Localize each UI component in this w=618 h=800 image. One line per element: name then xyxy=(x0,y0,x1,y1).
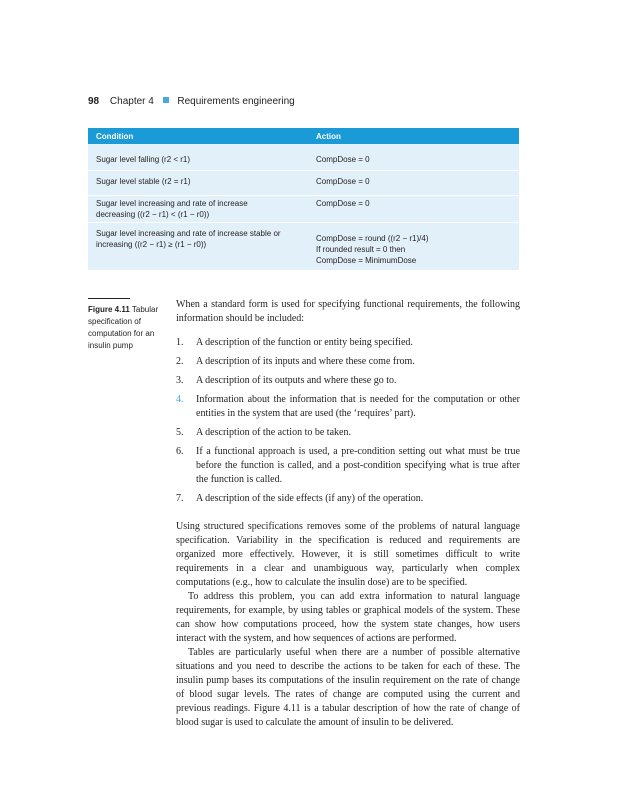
paragraph: Using structured specifications removes some of the problems of natural language specification. Variability in the specification is reduced and requirements are organized more effectively. However, it is still sometimes difficult to write requirements in a clear and unambiguous way, particularly when complex computations (e.g., how to calculate the insulin dose) are to be specified. xyxy=(176,521,520,588)
list-item: 2. A description of its inputs and where these come from. xyxy=(176,356,415,367)
intro-paragraph: When a standard form is used for specifying functional requirements, the following information should be included: xyxy=(176,299,520,324)
figure-label: Figure 4.11 xyxy=(88,305,130,314)
paragraph: Tables are particularly useful when there are a number of possible alternative situations and you need to describe the actions to be taken for each of these. The insulin pump bases its computations of the insulin requirement on the rate of change of blood sugar levels. The rates of change are computed using the current and previous readings. Figure 4.11 is a tabular description of how the rate of change of blood sugar is used to calculate the amount of insulin to be delivered. xyxy=(176,647,520,728)
list-item: 3. A description of its outputs and where these go to. xyxy=(176,375,397,386)
requirements-list xyxy=(176,336,520,506)
running-header xyxy=(88,96,295,107)
table-cell-action: CompDose = round ((r2 − r1)/4) If rounded result = 0 then CompDose = MinimumDose xyxy=(316,234,429,265)
specification-table xyxy=(88,128,519,270)
figure-caption-text: Tabular specification of computation for an insulin pump xyxy=(88,305,159,350)
column-header-action: Action xyxy=(316,132,341,141)
row-divider xyxy=(88,195,519,196)
table-cell-condition: Sugar level increasing and rate of increase stable or increasing ((r2 − r1) ≥ (r1 − r0)) xyxy=(96,229,281,249)
page-number: 98 xyxy=(88,96,100,107)
table-cell-action: CompDose = 0 xyxy=(316,155,370,164)
figure-caption xyxy=(88,298,178,352)
table-cell-condition: Sugar level increasing and rate of increase decreasing ((r2 − r1) < (r1 − r0)) xyxy=(96,199,248,219)
chapter-label: Chapter 4 xyxy=(109,96,154,107)
list-item: 7. A description of the side effects (if any) of the operation. xyxy=(176,493,424,504)
section-title: Requirements engineering xyxy=(177,96,295,107)
table-cell-condition: Sugar level falling (r2 < r1) xyxy=(96,155,191,164)
body-text xyxy=(176,298,520,730)
list-item: 5. A description of the action to be taken. xyxy=(176,427,351,438)
table-cell-condition: Sugar level stable (r2 = r1) xyxy=(96,177,191,186)
table-cell-action: CompDose = 0 xyxy=(316,199,370,208)
list-item: 1. A description of the function or entity being specified. xyxy=(176,337,413,348)
list-item: 4. Information about the information that is needed for the computation or other entities in the system that are used (the ‘requires’ part). xyxy=(176,394,520,419)
table-cell-action: CompDose = 0 xyxy=(316,177,370,186)
row-divider xyxy=(88,222,519,223)
table-header-row xyxy=(88,128,519,144)
column-header-condition: Condition xyxy=(96,132,134,141)
caption-rule xyxy=(88,298,130,299)
paragraph: To address this problem, you can add extra information to natural language requirements, for example, by using tables or graphical models of the system. These can show how computations proceed, how the system state changes, how users interact with the system, and how sequences of actions are performed. xyxy=(176,591,520,644)
list-item: 6. If a functional approach is used, a pre-condition setting out what must be true before the function is called, and a post-condition specifying what is true after the function is called. xyxy=(176,446,520,485)
discussion xyxy=(176,520,520,730)
square-bullet-icon xyxy=(163,97,169,103)
row-divider xyxy=(88,170,519,171)
